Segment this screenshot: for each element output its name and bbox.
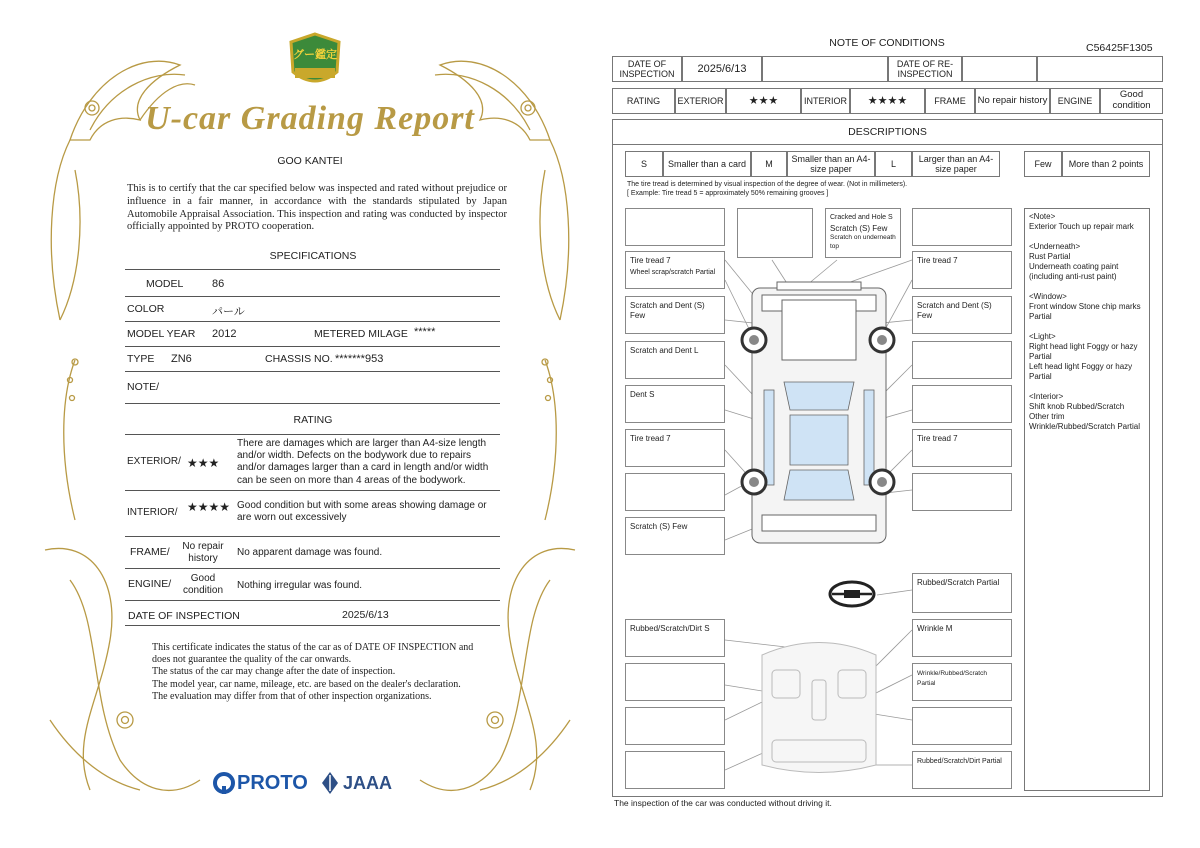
annotation-text: Cracked and Hole S	[830, 214, 893, 221]
note-exterior: <Note> Exterior Touch up repair mark	[1029, 212, 1134, 231]
divider	[125, 371, 500, 372]
grading-certificate	[30, 20, 590, 820]
report-subtitle: GOO KANTEI	[277, 155, 343, 167]
date-of-inspection-label: DATE OF INSPECTION	[128, 610, 240, 622]
report-title: U-car Grading Report	[145, 100, 475, 137]
chassis-label: CHASSIS NO.	[265, 353, 333, 365]
annotation-text: Tire tread 7	[630, 434, 671, 443]
annotation-text: Rubbed/Scratch Partial	[917, 578, 1000, 587]
annotation-subtext: Wheel scrap/scratch Partial	[630, 269, 716, 277]
exterior-stars: ★★★	[726, 88, 801, 114]
annotation-text: Scratch (S) Few	[630, 522, 688, 531]
annotation-text: Rubbed/Scratch/Dirt S	[630, 624, 710, 633]
rating-label: RATING	[612, 88, 675, 114]
divider	[125, 568, 500, 569]
date-of-inspection-label: DATE OF INSPECTION	[612, 56, 682, 82]
annotation-rear-left-tire	[625, 429, 725, 467]
legend-s: S	[625, 151, 663, 177]
engine-value: Good condition	[182, 573, 224, 596]
legend-few: Few	[1024, 151, 1062, 177]
annotation-text: Rubbed/Scratch/Dirt Partial	[917, 758, 1002, 765]
annotation-text: Wrinkle M	[917, 624, 953, 633]
note-underneath: <Underneath> Rust Partial Underneath coating paint (including anti-rust paint)	[1029, 242, 1119, 281]
specifications-heading: SPECIFICATIONS	[269, 250, 357, 262]
annotation-text: Tire tread 7	[917, 256, 958, 265]
jaaa-logo-text: JAAA	[343, 772, 393, 793]
engine-label: ENGINE	[1050, 88, 1100, 114]
color-value: パール	[212, 306, 245, 318]
interior-stars: ★★★★	[187, 500, 231, 514]
model-year-value: 2012	[212, 328, 237, 340]
sheet-code: C56425F1305	[1086, 42, 1153, 54]
exterior-label: EXTERIOR/	[127, 456, 181, 467]
annotation-text: Wrinkle/Rubbed/Scratch Partial	[917, 670, 987, 688]
annotation-right-front	[912, 296, 1012, 334]
frame-description: No apparent damage was found.	[237, 547, 383, 558]
annotation-rear-seat	[912, 751, 1012, 789]
interior-stars: ★★★★	[850, 88, 925, 114]
annotation-steering-wheel	[912, 573, 1012, 613]
empty-cell	[1037, 56, 1163, 82]
annotation-text: Tire tread 7	[917, 434, 958, 443]
legend-m-desc: Smaller than an A4-size paper	[787, 151, 875, 177]
model-value: 86	[212, 278, 225, 290]
annotation-text: Tire tread 7	[630, 256, 671, 265]
annotation-box	[625, 473, 725, 511]
notes-column	[1024, 208, 1150, 791]
annotation-front-top	[825, 208, 901, 258]
date-of-inspection-value: 2025/6/13	[342, 609, 389, 621]
note-label: NOTE/	[127, 381, 160, 393]
engine-value: Good condition	[1100, 88, 1163, 114]
rating-heading: RATING	[293, 414, 333, 426]
steering-wheel-icon	[830, 582, 874, 606]
note-window: <Window> Front window Stone chip marks Partial	[1029, 292, 1141, 321]
divider	[125, 625, 500, 626]
annotation-front-left-tire	[625, 251, 725, 289]
descriptions-heading: DESCRIPTIONS	[848, 126, 927, 138]
annotation-subtext: Scratch on underneath top	[830, 234, 896, 250]
re-inspection-label: DATE OF RE-INSPECTION	[888, 56, 962, 82]
legend-s-desc: Smaller than a card	[663, 151, 751, 177]
type-value: ZN6	[171, 353, 192, 365]
disclaimer: This certificate indicates the status of the car as of DATE OF INSPECTION and does not guarantee the quality of the car onwards. The status of the car may change after the date of inspection. The model year, car name, mileage, etc. are based on the dealer's declaration. The evaluation may differ from that of other inspection organizations.	[152, 642, 474, 702]
divider	[125, 434, 500, 435]
goo-kantei-badge	[287, 32, 343, 92]
annotation-text: Scratch and Dent L	[630, 346, 699, 355]
date-of-inspection-value: 2025/6/13	[682, 56, 762, 82]
sheet-footer: The inspection of the car was conducted without driving it.	[614, 798, 832, 808]
legend-m: M	[751, 151, 787, 177]
note-interior: <Interior> Shift knob Rubbed/Scratch Other trim Wrinkle/Rubbed/Scratch Partial	[1029, 392, 1141, 431]
annotation-box	[625, 707, 725, 745]
annotation-rear	[625, 517, 725, 555]
annotation-left-rear-door	[625, 385, 725, 423]
annotation-box	[912, 341, 1012, 379]
divider	[125, 321, 500, 322]
annotation-box	[912, 473, 1012, 511]
annotation-text: Scratch and Dent (S) Few	[917, 301, 992, 321]
legend-l-desc: Larger than an A4-size paper	[912, 151, 1000, 177]
jaaa-logo	[320, 770, 392, 796]
model-year-label: MODEL YEAR	[127, 328, 196, 340]
chassis-value: *******953	[335, 353, 384, 365]
legend-l: L	[875, 151, 912, 177]
annotation-box	[625, 751, 725, 789]
annotation-rear-right-tire	[912, 429, 1012, 467]
proto-logo-text: PROTO	[237, 771, 308, 794]
divider	[125, 490, 500, 491]
exterior-label: EXTERIOR	[675, 88, 726, 114]
model-label: MODEL	[146, 278, 184, 290]
frame-label: FRAME/	[130, 546, 170, 558]
empty-cell	[762, 56, 888, 82]
type-label: TYPE	[127, 353, 155, 365]
divider	[125, 600, 500, 601]
divider	[125, 269, 500, 270]
annotation-left-door	[625, 341, 725, 379]
interior-label: INTERIOR	[801, 88, 850, 114]
annotation-box	[912, 707, 1012, 745]
sheet-title: NOTE OF CONDITIONS	[829, 37, 945, 49]
exterior-stars: ★★★	[187, 456, 220, 470]
annotation-dashboard	[625, 619, 725, 657]
note-light: <Light> Right head light Foggy or hazy Partial Left head light Foggy or hazy Partial	[1029, 332, 1138, 381]
mileage-value: *****	[414, 326, 436, 338]
divider	[125, 536, 500, 537]
legend-few-desc: More than 2 points	[1062, 151, 1150, 177]
frame-label: FRAME	[925, 88, 975, 114]
divider	[125, 296, 500, 297]
engine-description: Nothing irregular was found.	[237, 580, 363, 591]
frame-value: No repair history	[182, 541, 224, 564]
annotation-text: Scratch and Dent (S) Few	[630, 301, 705, 321]
annotation-box	[737, 208, 813, 258]
divider	[125, 346, 500, 347]
annotation-front-right-tire	[912, 251, 1012, 289]
color-label: COLOR	[127, 303, 165, 315]
interior-label: INTERIOR/	[127, 507, 178, 518]
exterior-description: There are damages which are larger than A4-size length and/or width. Defects on the bodywork due to repairs and/or damages larger than a card in length and/or width can be seen on more than 4 areas of the bodywork.	[237, 438, 489, 486]
annotation-box	[912, 385, 1012, 423]
mileage-label: METERED MILAGE	[314, 328, 408, 340]
re-inspection-value	[962, 56, 1037, 82]
annotation-text: Dent S	[630, 390, 655, 399]
annotation-text: Scratch (S) Few	[830, 224, 888, 234]
interior-description: Good condition but with some areas showing damage or are worn out excessively	[237, 500, 487, 524]
engine-label: ENGINE/	[128, 578, 172, 590]
annotation-front-seat	[912, 619, 1012, 657]
annotation-box	[912, 208, 1012, 246]
proto-logo	[213, 770, 308, 796]
tire-tread-note: The tire tread is determined by visual inspection of the degree of wear. (Not in millimeters). [ Example: Tire tread 5 = approximately 50% remaining grooves ]	[627, 181, 908, 198]
annotation-left-front	[625, 296, 725, 334]
divider	[125, 403, 500, 404]
badge-text: グー鑑定	[293, 49, 337, 61]
certification-statement: This is to certify that the car specified below was inspected and rated without prejudice or influence in a fair manner, in accordance with the standards stipulated by Japan Automobile Appraisal Association. This inspection and rating was conducted by inspector officially appointed by PROTO cooperation.	[127, 183, 507, 233]
annotation-box	[625, 208, 725, 246]
frame-value: No repair history	[975, 88, 1050, 114]
annotation-box	[625, 663, 725, 701]
annotation-door-trim	[912, 663, 1012, 701]
